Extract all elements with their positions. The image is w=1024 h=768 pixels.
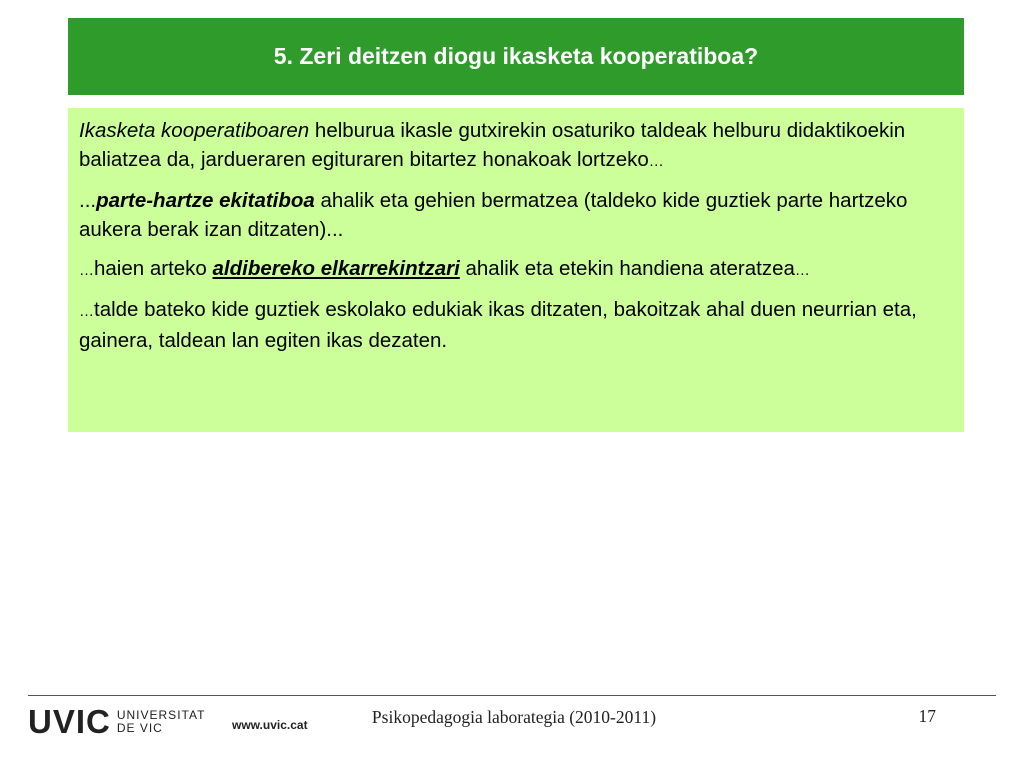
footer-course-title: Psikopedagogia laborategia (2010-2011)	[371, 707, 657, 727]
intro-text: helburua ikasle gutxirekin osaturiko taldeak helburu didaktikoekin baliatzea da, jardueraren egituraren bitartez honakoak lortzeko	[79, 119, 906, 171]
footer-divider	[28, 695, 996, 696]
uvic-logo	[28, 704, 205, 740]
interaction-text: ahalik eta etekin handiena ateratzea	[459, 257, 795, 280]
logo-line-1: UNIVERSITAT	[116, 708, 206, 722]
interaction-pre: haien arteko	[94, 257, 213, 280]
footer-url-link[interactable]: www.uvic.cat	[232, 718, 308, 732]
interaction-trail: …	[794, 262, 810, 279]
interaction-emphasis: aldibereko elkarrekintzari	[212, 257, 460, 280]
interaction-lead: …	[79, 262, 94, 279]
paragraph-intro	[79, 116, 952, 176]
paragraph-learning	[79, 295, 952, 355]
learning-text: talde bateko kide guztiek eskolako edukiak ikas ditzaten, bakoitzak ahal duen neurrian eta, gainera, taldean lan egiten ikas dezaten.	[79, 298, 917, 352]
intro-ellipsis: …	[648, 153, 664, 170]
logo-mark: UVIC	[28, 703, 111, 740]
page-number: 17	[918, 706, 936, 726]
slide-title: 5. Zeri deitzen diogu ikasketa kooperatiboa?	[273, 43, 759, 69]
participation-lead: ...	[79, 189, 97, 212]
content-panel	[68, 108, 964, 432]
logo-subtitle	[117, 709, 206, 735]
intro-italic-term: Ikasketa kooperatiboaren	[79, 119, 310, 142]
participation-emphasis: parte-hartze ekitatiboa	[96, 189, 315, 212]
logo-line-2: DE VIC	[116, 721, 163, 735]
participation-text: ahalik eta gehien bermatzea (taldeko kide guztiek parte hartzeko aukera berak izan ditzaten)...	[79, 189, 908, 241]
learning-lead: …	[79, 303, 94, 320]
paragraph-participation	[79, 186, 952, 244]
slide-title-banner	[68, 18, 964, 95]
paragraph-interaction	[79, 254, 952, 285]
